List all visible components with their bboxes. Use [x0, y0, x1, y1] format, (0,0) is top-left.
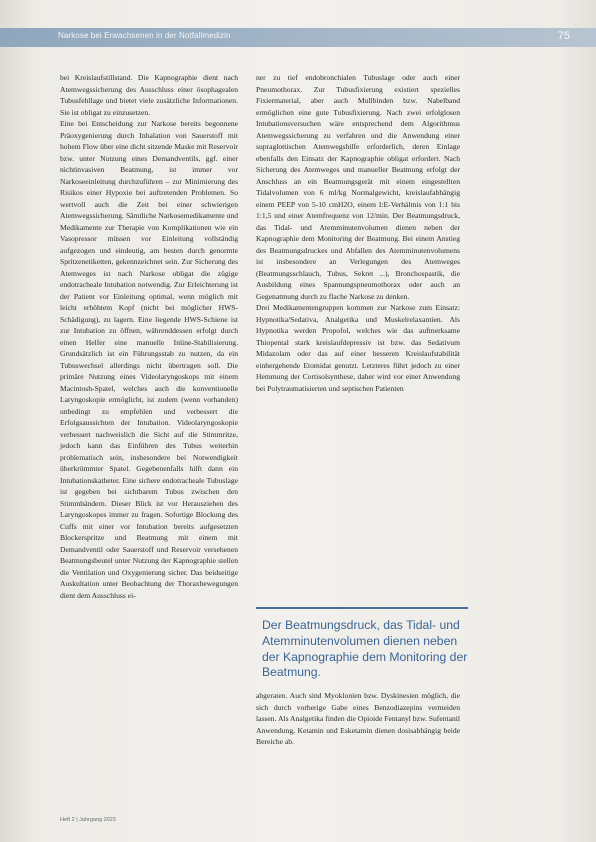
paragraph: Eine bei Entscheidung zur Narkose bereits begonnene Präoxygenierung durch Inhalation von Sauerstoff mit hohem Flow über eine dicht sitzende Maske mit Reservoir bzw. unter Nutzung eines Demandventils, ggf. einer nichtinvasiven Beatmung, ist immer vor Narkoseeinleitung durchzuführen – zur Minimierung des Risikos einer Hypoxie bei auftretenden Problemen. So wertvoll auch die Zeit bei einer schwierigen Atemwegssicherung. Sämtliche Narkosemedikamente und Medikamente zur Therapie von Komplikationen wie ein Vasopressor müssen vor Einleitung vollständig aufgezogen und eindeutig, am besten durch genormte Spritzenetiketten, gekennzeichnet sein. Zur Sicherung des Atemweges ist nach Narkose obligat die zügige endotracheale Intubation notwendig. Zur Erleichterung ist der Patient vor Einleitung optimal, wenn möglich mit leicht erhöhtem Kopf (nicht bei möglicher HWS-Schädigung), zu lagern. Eine liegende HWS-Schiene ist zur Intubation zu öffnen, währenddessen erfolgt durch einen Helfer eine manuelle Inline-Stabilisierung. Grundsätzlich ist ein Führungsstab zu nutzen, da ein Tubuswechsel allerdings nicht übertragen soll. Die primäre Nutzung eines Videolaryngoskops mit einem Macintosh-Spatel, welches auch die konventionelle Laryngoskopie ermöglicht, ist zudem (wenn vorhanden) unbedingt zu empfehlen und verbessert die Erfolgsaussichten der Intubation. Videolaryngoskopie verbessert nachweislich die Sicht auf die Stimmritze, jedoch kann das Einführen des Tubus weiterhin problematisch sein, insbesondere bei Notwendigkeit überkrümmter Spatel. Gegebenenfalls hilft dann ein Intubationskatheter. Eine sichere endotracheale Tubuslage ist gegeben bei sichtbarem Tubus zwischen den Stimmbändern. Dieser Blick ist vor Herausziehen des Laryngoskopes immer zu fragen. Sofortige Blockung des Cuffs mit einer vor Intubation bereits aufgesetzten Blockerspritze und Beatmung mit einem mit Demandventil oder Sauerstoff und Reservoir versehenen Beatmungsbeutel unter Nutzung der Kapnographie stellen die Ventilation und Oxygenierung sicher. Das beidseitige Auskultation unter Beobachtung der Thoraxbewegungen dient dem Ausschluss ei- [60, 119, 238, 600]
left-text-column [60, 72, 238, 824]
pull-quote-text: Der Beatmungsdruck, das Tidal- und Atemminutenvolumen dienen neben der Kapnographie dem Monitoring der Beatmung. [262, 618, 468, 680]
pull-quote-box [256, 607, 468, 695]
right-text-column-continued [256, 690, 460, 825]
paragraph: Drei Medikamentengruppen kommen zur Narkose zum Einsatz: Hypnotika/Sedativa, Analgetika und Muskelrelaxantien. Als Hypnotika werden Propofol, welches wie das aufmerksame Thiopental stark kreislaufdepressiv ist bzw. das Sedativum Midazolam oder das auf einer besseren Kreislaufstabilität einhergehende Etomidat genutzt. Letzteres führt jedoch zu einer Hemmung der Cortisolsynthese, daher wird vor einer Anwendung bei Polytraumatisierten und septischen Patienten [256, 303, 460, 393]
paragraph: abgeraten. Auch sind Myoklonien bzw. Dyskinesien möglich, die sich durch vorherige Gabe eines Benzodiazepins vermeiden lassen. Als Analgetika finden die Opioide Fentanyl bzw. Sufentanil Anwendung, Ketamin und Esketamin dienen dosisabhängig beide Bereiche ab. [256, 691, 460, 746]
paragraph: bei Kreislaufstillstand. Die Kapnographie dient nach Atemwegssicherung des Ausschluss einer ösophagealen Tubusfehllage und bietet viele zusätzliche Informationen. Sie ist obligat zu einzusetzen. [60, 73, 238, 117]
page-footer: Heft 2 | Jahrgang 2023 [60, 817, 116, 823]
running-header-title: Narkose bei Erwachsenen in der Notfallmedizin [58, 31, 231, 40]
page-number: 75 [557, 30, 570, 42]
paragraph: ner zu tief endobronchialen Tubuslage oder auch einer Pneumothorax. Zur Tubusfixierung existiert spezielles Fixiermaterial, aber auch Mullbinden bzw. Nabelband ermöglichen eine gute Tubusfixierung. Nach zwei erfolglosen Intubationsversuchen wäre entsprechend dem Algorithmus Atemwegssicherung zu verfahren und die Anwendung einer supraglottischen Atemwegshilfe erforderlich, deren Einlage ebenfalls den Einsatz der Kapnographie obligat erfordert. Nach Sicherung des Atemweges und manueller Beatmung erfolgt der Anschluss an ein Beatmungsgerät mit einem eingestellten Tidalvolumen von 6 ml/kg Normalgewicht, kreislaufabhängig einem PEEP von 5-10 cmH2O, einem I:E-Verhältnis von 1:1 bis 1:1,5 und einer Atemfrequenz von 12/min. Der Beatmungsdruck, das Tidal- und Atemminutenvolumen dienen neben der Kapnographie dem Monitoring der Beatmung. Bei einem Anstieg des Beatmungsdruckes und Abfallen des Atemminutenvolumens ist insbesondere an Verlegungen des Atemweges (Beatmungsschlauch, Tubus, Sekret ...), Bronchospastik, die Ausbildung eines Spannungspneumothorax oder auch an Gegenatmung durch zu flache Narkose zu denken. [256, 73, 460, 301]
right-text-column [256, 72, 460, 393]
